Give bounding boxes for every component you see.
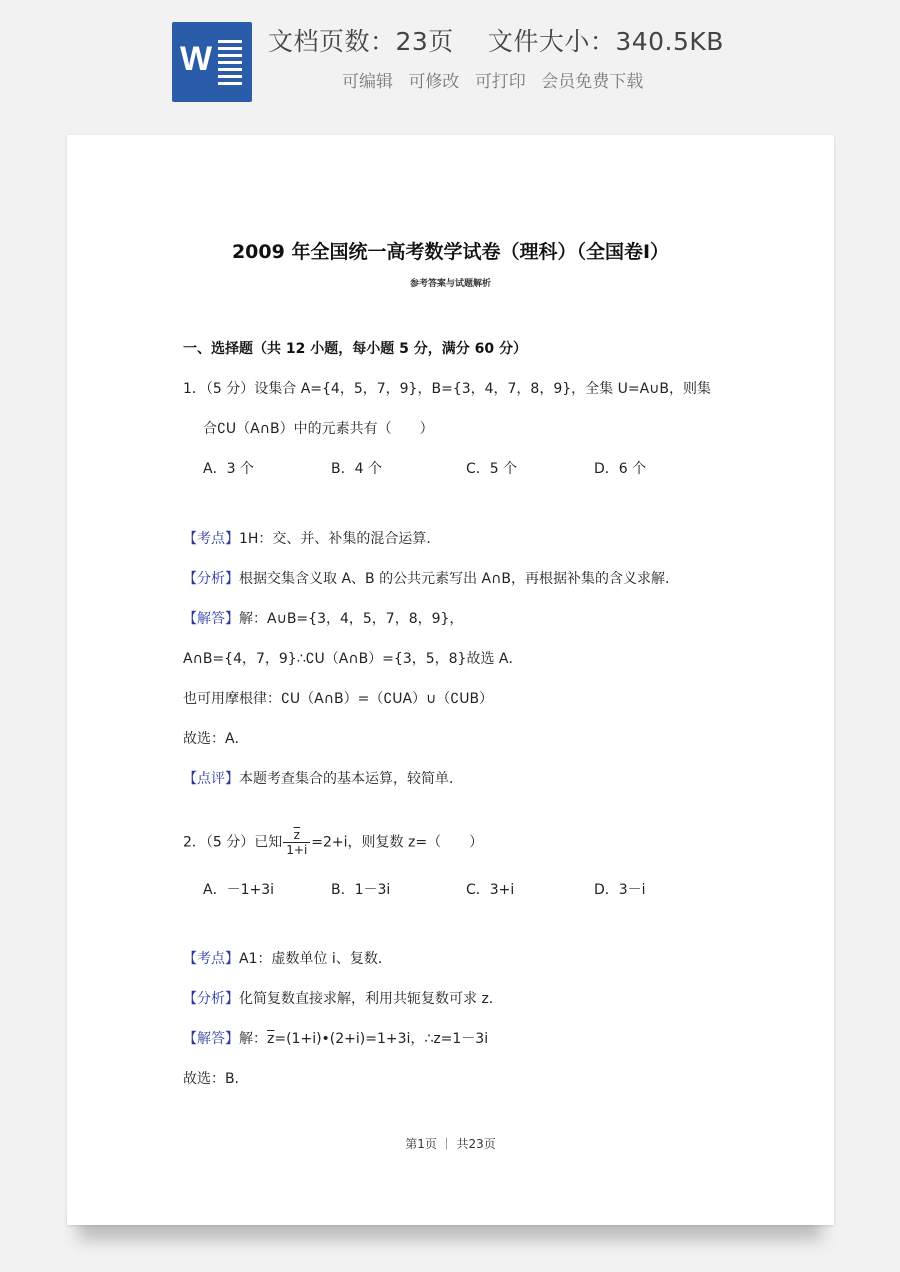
q1-line1: 1．（5 分）设集合 A={4，5，7，9}，B={3，4，7，8，9}，全集 U=A∪B，则集: [183, 381, 712, 397]
doc-subtitle: 参考答案与试题解析: [409, 279, 491, 289]
q2-option-a: A．－1+3i: [203, 882, 275, 898]
q1-option-a: A．3 个: [203, 461, 254, 477]
banner-title: [268, 22, 724, 58]
jieda-tag: 【解答】: [183, 611, 239, 627]
q1-fenxi: 【分析】根据交集含义取 A、B 的公共元素写出 A∩B，再根据补集的含义求解．: [183, 571, 679, 587]
document-page: [67, 135, 834, 1225]
download-banner: [0, 0, 900, 120]
q2-kaodian: 【考点】A1：虚数单位 i、复数．: [183, 951, 392, 967]
q2-stem: 2．（5 分）已知 $\frac{\overline{z}}{1+i}$ =2+i，则复数 z=（ ）: [183, 828, 484, 857]
feature-editable: 可编辑: [342, 72, 393, 92]
q1-line2: 合∁U（A∩B）中的元素共有（ ）: [203, 421, 434, 437]
q1-option-c: C．5 个: [466, 461, 518, 477]
q1-option-d: D．6 个: [594, 461, 647, 477]
q1-kaodian: 【考点】1H：交、并、补集的混合运算．: [183, 531, 441, 547]
jieda-tag: 【解答】: [183, 1031, 239, 1047]
q2-fraction: $\frac{\overline{z}}{1+i}$: [283, 828, 310, 857]
section-heading: 一、选择题（共 12 小题，每小题 5 分，满分 60 分）: [183, 341, 527, 357]
q1-dianping: 【点评】本题考查集合的基本运算，较简单．: [183, 771, 463, 787]
q1-line-c: 故选：A．: [183, 731, 249, 747]
q2-option-b: B．1－3i: [331, 882, 391, 898]
doc-title: 2009 年全国统一高考数学试卷（理科）（全国卷Ⅰ）: [231, 241, 670, 263]
feature-modifiable: 可修改: [408, 72, 460, 92]
q2-fenxi: 【分析】化简复数直接求解，利用共轭复数可求 z．: [183, 991, 503, 1007]
q1-jieda: 【解答】解：A∪B={3，4，5，7，8，9}，: [183, 611, 464, 627]
kaodian-tag: 【考点】: [183, 951, 239, 967]
file-size: 文件大小：340.5KB: [487, 27, 724, 56]
page-count: 文档页数：23页: [268, 27, 454, 56]
q2-option-d: D．3－i: [594, 882, 646, 898]
q2-jieda: 【解答】解：$\overline{z}=(1+i)•(2+i)=1+3i$，∴z=1－3i: [183, 1031, 489, 1047]
kaodian-tag: 【考点】: [183, 531, 239, 547]
word-document-icon: W: [172, 22, 252, 102]
fenxi-tag: 【分析】: [183, 571, 239, 587]
q2-line-c: 故选：B．: [183, 1071, 249, 1087]
q1-line-b: 也可用摩根律：∁U（A∩B）=（∁UA）∪（∁UB）: [183, 691, 494, 707]
feature-list: [342, 67, 653, 92]
feature-printable: 可打印: [474, 72, 526, 92]
dianping-tag: 【点评】: [183, 771, 239, 787]
fenxi-tag: 【分析】: [183, 991, 239, 1007]
q2-option-c: C．3+i: [466, 882, 515, 898]
page-footer: 第1页 ｜ 共23页: [405, 1137, 496, 1151]
q1-option-b: B．4 个: [331, 461, 382, 477]
feature-member-free: 会员免费下载: [541, 72, 644, 92]
q1-line-a: A∩B={4，7，9}∴∁U（A∩B）={3，5，8}故选 A．: [183, 651, 523, 667]
